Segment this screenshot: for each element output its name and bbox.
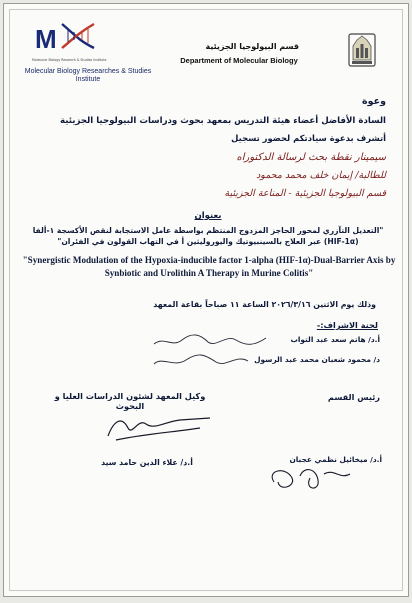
- department-name-ar: قسم البيولوجيا الجزيئية: [205, 42, 299, 51]
- department-name-en: Department of Molecular Biology: [180, 56, 298, 65]
- vice-dean-label: وكيل المعهد لشئون الدراسات العليا و البحوث: [54, 391, 206, 411]
- invitation-page: [3, 3, 409, 597]
- entitled-label: بعنوان: [194, 211, 222, 221]
- head-of-department-label: رئيس القسم: [327, 392, 380, 402]
- vice-dean-name: أ.د/ علاء الدين حامد سيد: [101, 458, 193, 467]
- committee-heading: لجنة الاشراف:-: [316, 320, 378, 330]
- committee-member-1: أ.د/ هاتم سعد عبد التواب: [290, 335, 380, 344]
- logo-caption: Molecular Biology Research & Studies Institute: [32, 58, 107, 62]
- seminar-type: سيمينار نقطة بحث لرسالة الدكتوراه: [236, 152, 386, 163]
- thesis-title-en: "Synergistic Modulation of the Hypoxia-inducible factor 1-alpha (HIF-1α)-Dual-Barrier Axis by Synbiotic and Urolithin A Therapy in Murine Colitis": [22, 255, 396, 278]
- invitation-line: أتشرف بدعوة سيادتكم لحضور تسجيل: [231, 133, 386, 143]
- seminar-date: وذلك يوم الاثنين ٢٠٢٦/٣/١٦ الساعة ١١ صباحاً بقاعة المعهد: [153, 300, 376, 309]
- university-emblem-icon: [347, 32, 377, 68]
- committee-member-2: د/ محمود شعبان محمد عبد الرسول: [254, 355, 380, 364]
- institute-name-en: Molecular Biology Researches & Studies Institute: [24, 68, 152, 83]
- department-section: قسم البيولوجيا الجزيئية - المناعة الجزيئية: [224, 188, 386, 199]
- invitation-heading: وعوة: [362, 96, 386, 107]
- dna-logo-icon: [34, 18, 98, 56]
- student-name: للطالبة/ إيمان خلف محمد محمود: [256, 170, 386, 181]
- addressee-line: السادة الأفاضل أعضاء هيئة التدريس بمعهد بحوث ودراسات البيولوجيا الجزيئية: [60, 116, 386, 126]
- head-of-department-name: أ.د/ ميخائيل نظمي عجبان: [289, 455, 382, 464]
- svg-text:M: M: [35, 24, 57, 54]
- thesis-title-ar: "التعديل التآزري لمحور الحاجز المزدوج المنتظم بواسطة عامل الاستجابة لنقص الأكسجة ١-ألفا (HIF-1α) عبر العلاج بالسينبيوتيك واليوروليثين أ في التهاب القولون في الفئران": [32, 226, 384, 246]
